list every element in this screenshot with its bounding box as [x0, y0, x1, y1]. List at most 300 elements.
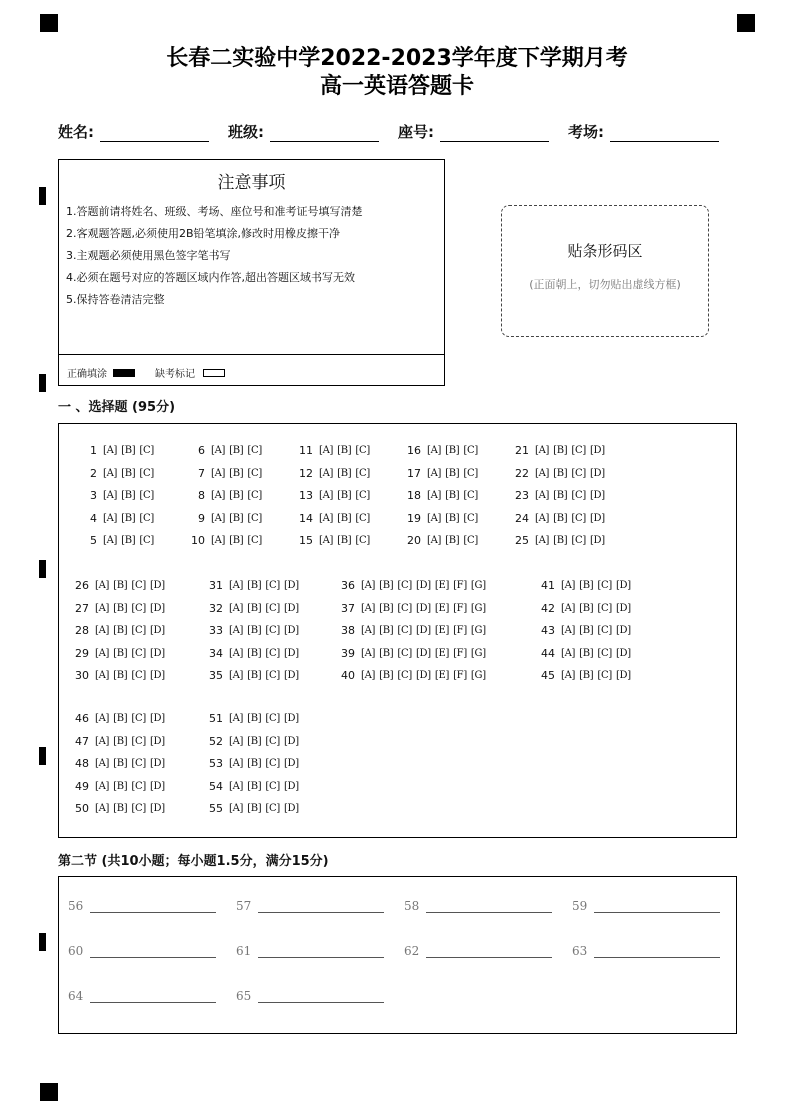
question-17	[403, 467, 482, 480]
answer-bubble-31-D[interactable]: [D]	[283, 580, 299, 591]
answer-line[interactable]	[258, 991, 384, 1003]
answer-bubble-37-G[interactable]: [G]	[470, 602, 486, 614]
answer-bubble-33-D[interactable]: [D]	[283, 625, 299, 636]
question-34	[205, 647, 303, 660]
answer-bubble-32-D[interactable]: [D]	[283, 602, 299, 614]
answer-bubble-38-G[interactable]: [G]	[470, 625, 486, 636]
question-36	[337, 579, 490, 592]
question-29	[71, 647, 169, 660]
answer-bubble-51-D[interactable]: [D]	[283, 713, 299, 724]
question-number: 41	[541, 579, 555, 592]
answer-bubble-8-B[interactable]: [B]	[229, 490, 244, 501]
answer-line[interactable]	[90, 946, 216, 958]
answer-bubble-53-C[interactable]: [C]	[265, 758, 280, 769]
question-9	[187, 512, 266, 525]
class-field[interactable]	[228, 120, 379, 142]
question-15	[295, 534, 374, 547]
answer-bubble-52-C[interactable]: [C]	[265, 735, 280, 747]
answer-bubble-37-C[interactable]: [C]	[397, 602, 412, 614]
answer-bubble-51-A[interactable]: [A]	[229, 713, 244, 724]
answer-bubble-18-C[interactable]: [C]	[463, 490, 478, 501]
answer-bubble-27-A[interactable]: [A]	[95, 602, 110, 614]
answer-bubble-38-B[interactable]: [B]	[379, 625, 394, 636]
question-14	[295, 512, 374, 525]
answer-bubble-47-C[interactable]: [C]	[131, 735, 146, 747]
answer-line[interactable]	[594, 901, 720, 913]
answer-bubble-33-B[interactable]: [B]	[247, 625, 262, 636]
answer-bubble-11-B[interactable]: [B]	[337, 445, 352, 456]
answer-bubble-31-A[interactable]: [A]	[229, 580, 244, 591]
question-55	[205, 802, 303, 815]
answer-bubble-33-C[interactable]: [C]	[265, 625, 280, 636]
answer-bubble-7-A[interactable]: [A]	[211, 467, 226, 479]
name-field[interactable]	[58, 120, 209, 142]
answer-bubble-40-G[interactable]: [G]	[470, 670, 486, 681]
answer-bubble-48-D[interactable]: [D]	[149, 758, 165, 769]
answer-bubble-39-G[interactable]: [G]	[470, 647, 486, 659]
answer-bubble-43-B[interactable]: [B]	[579, 625, 594, 636]
answer-bubble-17-B[interactable]: [B]	[445, 467, 460, 479]
answer-bubble-17-C[interactable]: [C]	[463, 467, 478, 479]
answer-bubble-21-A[interactable]: [A]	[535, 445, 550, 456]
answer-bubble-53-B[interactable]: [B]	[247, 758, 262, 769]
answer-bubble-48-B[interactable]: [B]	[113, 758, 128, 769]
answer-bubble-23-A[interactable]: [A]	[535, 490, 550, 501]
answer-bubble-24-A[interactable]: [A]	[535, 512, 550, 524]
answer-bubble-29-C[interactable]: [C]	[131, 647, 146, 659]
answer-bubble-21-C[interactable]: [C]	[571, 445, 586, 456]
answer-bubble-6-B[interactable]: [B]	[229, 445, 244, 456]
answer-bubble-27-B[interactable]: [B]	[113, 602, 128, 614]
answer-bubble-51-B[interactable]: [B]	[247, 713, 262, 724]
answer-bubble-1-B[interactable]: [B]	[121, 445, 136, 456]
answer-bubble-33-A[interactable]: [A]	[229, 625, 244, 636]
answer-bubble-25-B[interactable]: [B]	[553, 535, 568, 546]
answer-bubble-38-A[interactable]: [A]	[361, 625, 376, 636]
answer-line[interactable]	[594, 946, 720, 958]
answer-bubble-17-A[interactable]: [A]	[427, 467, 442, 479]
answer-bubble-52-B[interactable]: [B]	[247, 735, 262, 747]
answer-bubble-25-A[interactable]: [A]	[535, 535, 550, 546]
answer-bubble-54-A[interactable]: [A]	[229, 780, 244, 792]
answer-bubble-49-D[interactable]: [D]	[149, 780, 165, 792]
answer-bubble-4-B[interactable]: [B]	[121, 512, 136, 524]
answer-bubble-22-B[interactable]: [B]	[553, 467, 568, 479]
answer-bubble-8-C[interactable]: [C]	[247, 490, 262, 501]
question-45	[537, 669, 635, 682]
answer-bubble-26-C[interactable]: [C]	[131, 580, 146, 591]
answer-bubble-26-A[interactable]: [A]	[95, 580, 110, 591]
notice-list	[66, 204, 363, 314]
answer-bubble-21-B[interactable]: [B]	[553, 445, 568, 456]
question-44	[537, 647, 635, 660]
answer-bubble-16-C[interactable]: [C]	[463, 445, 478, 456]
answer-bubble-55-C[interactable]: [C]	[265, 803, 280, 814]
class-input-line[interactable]	[270, 120, 379, 142]
answer-bubble-20-B[interactable]: [B]	[445, 535, 460, 546]
answer-bubble-38-D[interactable]: [D]	[415, 625, 431, 636]
barcode-instruction: (正面朝上，切勿贴出虚线方框)	[529, 278, 681, 291]
answer-bubble-43-A[interactable]: [A]	[561, 625, 576, 636]
answer-bubble-52-D[interactable]: [D]	[283, 735, 299, 747]
answer-bubble-37-A[interactable]: [A]	[361, 602, 376, 614]
answer-bubble-19-C[interactable]: [C]	[463, 512, 478, 524]
question-50	[71, 802, 169, 815]
answer-bubble-37-F[interactable]: [F]	[453, 602, 467, 614]
answer-bubble-32-A[interactable]: [A]	[229, 602, 244, 614]
answer-bubble-34-D[interactable]: [D]	[283, 647, 299, 659]
question-number: 19	[407, 511, 421, 525]
question-number: 51	[209, 712, 223, 725]
answer-bubble-34-B[interactable]: [B]	[247, 647, 262, 659]
answer-bubble-38-E[interactable]: [E]	[434, 625, 450, 636]
notice-title: 注意事项	[217, 173, 286, 193]
answer-bubble-10-B[interactable]: [B]	[229, 535, 244, 546]
answer-bubble-21-D[interactable]: [D]	[589, 445, 605, 456]
answer-bubble-29-A[interactable]: [A]	[95, 647, 110, 659]
answer-bubble-4-A[interactable]: [A]	[103, 512, 118, 524]
question-number: 28	[75, 624, 89, 637]
question-number: 5	[90, 534, 97, 547]
blank-56[interactable]	[68, 899, 216, 913]
exam-room-input-line[interactable]	[610, 120, 719, 142]
answer-bubble-52-A[interactable]: [A]	[229, 735, 244, 747]
answer-bubble-12-B[interactable]: [B]	[337, 467, 352, 479]
answer-bubble-41-B[interactable]: [B]	[579, 580, 594, 591]
answer-bubble-37-E[interactable]: [E]	[434, 602, 450, 614]
answer-bubble-49-B[interactable]: [B]	[113, 780, 128, 792]
answer-bubble-43-C[interactable]: [C]	[597, 625, 612, 636]
answer-bubble-28-D[interactable]: [D]	[149, 625, 165, 636]
question-18	[403, 489, 482, 502]
answer-bubble-28-B[interactable]: [B]	[113, 625, 128, 636]
answer-bubble-36-F[interactable]: [F]	[453, 580, 467, 591]
answer-bubble-40-D[interactable]: [D]	[415, 670, 431, 681]
answer-bubble-12-A[interactable]: [A]	[319, 467, 334, 479]
answer-bubble-7-C[interactable]: [C]	[247, 467, 262, 479]
answer-bubble-6-C[interactable]: [C]	[247, 445, 262, 456]
answer-bubble-10-C[interactable]: [C]	[247, 535, 262, 546]
answer-bubble-19-A[interactable]: [A]	[427, 512, 442, 524]
seat-field[interactable]	[398, 120, 549, 142]
answer-bubble-11-A[interactable]: [A]	[319, 445, 334, 456]
answer-bubble-44-B[interactable]: [B]	[579, 647, 594, 659]
answer-bubble-36-G[interactable]: [G]	[470, 580, 486, 591]
side-mark	[39, 560, 46, 578]
answer-bubble-16-A[interactable]: [A]	[427, 445, 442, 456]
answer-bubble-39-E[interactable]: [E]	[434, 647, 450, 659]
answer-bubble-23-C[interactable]: [C]	[571, 490, 586, 501]
answer-bubble-6-A[interactable]: [A]	[211, 445, 226, 456]
answer-bubble-9-A[interactable]: [A]	[211, 512, 226, 524]
question-53	[205, 757, 303, 770]
answer-line[interactable]	[426, 901, 552, 913]
answer-bubble-23-D[interactable]: [D]	[589, 490, 605, 501]
answer-bubble-29-B[interactable]: [B]	[113, 647, 128, 659]
answer-bubble-16-B[interactable]: [B]	[445, 445, 460, 456]
question-38	[337, 624, 490, 637]
answer-bubble-14-A[interactable]: [A]	[319, 512, 334, 524]
answer-bubble-50-A[interactable]: [A]	[95, 803, 110, 814]
blank-number: 56	[68, 899, 84, 913]
answer-bubble-9-B[interactable]: [B]	[229, 512, 244, 524]
answer-bubble-13-C[interactable]: [C]	[355, 490, 370, 501]
question-number: 34	[209, 646, 223, 660]
answer-line[interactable]	[90, 901, 216, 913]
question-26	[71, 579, 169, 592]
answer-bubble-31-C[interactable]: [C]	[265, 580, 280, 591]
question-47	[71, 735, 169, 748]
answer-bubble-42-C[interactable]: [C]	[597, 602, 612, 614]
answer-bubble-20-C[interactable]: [C]	[463, 535, 478, 546]
answer-bubble-25-C[interactable]: [C]	[571, 535, 586, 546]
section1-label: 一 、选择题 (95分)	[58, 400, 176, 415]
answer-bubble-18-B[interactable]: [B]	[445, 490, 460, 501]
answer-bubble-8-A[interactable]: [A]	[211, 490, 226, 501]
answer-bubble-55-A[interactable]: [A]	[229, 803, 244, 814]
answer-bubble-18-A[interactable]: [A]	[427, 490, 442, 501]
answer-bubble-3-A[interactable]: [A]	[103, 490, 118, 501]
answer-bubble-41-A[interactable]: [A]	[561, 580, 576, 591]
answer-bubble-44-C[interactable]: [C]	[597, 647, 612, 659]
question-number: 27	[75, 601, 89, 615]
answer-bubble-40-E[interactable]: [E]	[434, 670, 450, 681]
answer-bubble-24-D[interactable]: [D]	[589, 512, 605, 524]
name-label: 姓名:	[58, 123, 94, 141]
correct-fill-swatch	[113, 369, 135, 377]
answer-bubble-41-D[interactable]: [D]	[615, 580, 631, 591]
answer-bubble-22-C[interactable]: [C]	[571, 467, 586, 479]
name-input-line[interactable]	[100, 120, 209, 142]
answer-bubble-13-B[interactable]: [B]	[337, 490, 352, 501]
answer-bubble-37-D[interactable]: [D]	[415, 602, 431, 614]
question-27	[71, 602, 169, 615]
answer-bubble-2-B[interactable]: [B]	[121, 467, 136, 479]
answer-bubble-5-A[interactable]: [A]	[103, 535, 118, 546]
answer-bubble-12-C[interactable]: [C]	[355, 467, 370, 479]
answer-bubble-43-D[interactable]: [D]	[615, 625, 631, 636]
side-mark	[39, 187, 46, 205]
answer-bubble-28-C[interactable]: [C]	[131, 625, 146, 636]
answer-bubble-10-A[interactable]: [A]	[211, 535, 226, 546]
answer-bubble-45-C[interactable]: [C]	[597, 670, 612, 681]
answer-bubble-15-A[interactable]: [A]	[319, 535, 334, 546]
answer-bubble-53-A[interactable]: [A]	[229, 758, 244, 769]
answer-bubble-22-A[interactable]: [A]	[535, 467, 550, 479]
answer-bubble-40-A[interactable]: [A]	[361, 670, 376, 681]
answer-bubble-24-C[interactable]: [C]	[571, 512, 586, 524]
question-number: 18	[407, 489, 421, 502]
answer-bubble-53-D[interactable]: [D]	[283, 758, 299, 769]
answer-bubble-22-D[interactable]: [D]	[589, 467, 605, 479]
answer-bubble-50-D[interactable]: [D]	[149, 803, 165, 814]
blank-59[interactable]	[572, 899, 720, 913]
answer-bubble-30-D[interactable]: [D]	[149, 670, 165, 681]
blank-58[interactable]	[404, 899, 552, 913]
answer-bubble-35-C[interactable]: [C]	[265, 670, 280, 681]
answer-bubble-38-C[interactable]: [C]	[397, 625, 412, 636]
answer-bubble-54-D[interactable]: [D]	[283, 780, 299, 792]
question-39	[337, 647, 490, 660]
answer-bubble-29-D[interactable]: [D]	[149, 647, 165, 659]
absent-mark-box[interactable]	[203, 369, 225, 377]
answer-bubble-40-F[interactable]: [F]	[453, 670, 467, 681]
answer-bubble-39-D[interactable]: [D]	[415, 647, 431, 659]
answer-bubble-46-D[interactable]: [D]	[149, 713, 165, 724]
answer-bubble-46-A[interactable]: [A]	[95, 713, 110, 724]
answer-bubble-30-A[interactable]: [A]	[95, 670, 110, 681]
answer-bubble-28-A[interactable]: [A]	[95, 625, 110, 636]
question-5	[79, 534, 158, 547]
answer-bubble-39-C[interactable]: [C]	[397, 647, 412, 659]
answer-bubble-36-E[interactable]: [E]	[434, 580, 450, 591]
answer-bubble-54-C[interactable]: [C]	[265, 780, 280, 792]
question-number: 31	[209, 579, 223, 592]
answer-bubble-35-A[interactable]: [A]	[229, 670, 244, 681]
answer-bubble-2-C[interactable]: [C]	[139, 467, 154, 479]
answer-bubble-5-B[interactable]: [B]	[121, 535, 136, 546]
answer-bubble-14-C[interactable]: [C]	[355, 512, 370, 524]
answer-bubble-38-F[interactable]: [F]	[453, 625, 467, 636]
answer-bubble-2-A[interactable]: [A]	[103, 467, 118, 479]
answer-bubble-39-A[interactable]: [A]	[361, 647, 376, 659]
seat-input-line[interactable]	[440, 120, 549, 142]
blank-number: 57	[236, 899, 252, 913]
section2-label: 第二节 (共10小题；每小题1.5分，满分15分)	[58, 854, 329, 869]
answer-bubble-34-A[interactable]: [A]	[229, 647, 244, 659]
notice-divider	[59, 354, 444, 355]
answer-bubble-31-B[interactable]: [B]	[247, 580, 262, 591]
answer-bubble-45-B[interactable]: [B]	[579, 670, 594, 681]
answer-bubble-55-B[interactable]: [B]	[247, 803, 262, 814]
answer-bubble-42-D[interactable]: [D]	[615, 602, 631, 614]
answer-bubble-14-B[interactable]: [B]	[337, 512, 352, 524]
answer-bubble-7-B[interactable]: [B]	[229, 467, 244, 479]
exam-room-field[interactable]	[568, 120, 719, 142]
answer-bubble-3-C[interactable]: [C]	[139, 490, 154, 501]
question-46	[71, 712, 169, 725]
answer-bubble-44-A[interactable]: [A]	[561, 647, 576, 659]
question-number: 26	[75, 579, 89, 592]
answer-bubble-30-C[interactable]: [C]	[131, 670, 146, 681]
answer-bubble-15-B[interactable]: [B]	[337, 535, 352, 546]
blank-61[interactable]	[236, 944, 384, 958]
answer-bubble-32-B[interactable]: [B]	[247, 602, 262, 614]
question-number: 49	[75, 779, 89, 793]
answer-bubble-47-A[interactable]: [A]	[95, 735, 110, 747]
answer-bubble-1-C[interactable]: [C]	[139, 445, 154, 456]
answer-bubble-50-B[interactable]: [B]	[113, 803, 128, 814]
answer-bubble-25-D[interactable]: [D]	[589, 535, 605, 546]
blank-65[interactable]	[236, 989, 384, 1003]
answer-bubble-40-B[interactable]: [B]	[379, 670, 394, 681]
answer-bubble-32-C[interactable]: [C]	[265, 602, 280, 614]
answer-bubble-39-B[interactable]: [B]	[379, 647, 394, 659]
barcode-title: 贴条形码区	[567, 242, 643, 260]
answer-bubble-45-A[interactable]: [A]	[561, 670, 576, 681]
answer-bubble-45-D[interactable]: [D]	[615, 670, 631, 681]
answer-bubble-13-A[interactable]: [A]	[319, 490, 334, 501]
answer-bubble-42-B[interactable]: [B]	[579, 602, 594, 614]
answer-bubble-1-A[interactable]: [A]	[103, 445, 118, 456]
answer-bubble-51-C[interactable]: [C]	[265, 713, 280, 724]
answer-bubble-27-D[interactable]: [D]	[149, 602, 165, 614]
answer-line[interactable]	[258, 946, 384, 958]
answer-bubble-44-D[interactable]: [D]	[615, 647, 631, 659]
answer-bubble-20-A[interactable]: [A]	[427, 535, 442, 546]
answer-bubble-34-C[interactable]: [C]	[265, 647, 280, 659]
answer-bubble-5-C[interactable]: [C]	[139, 535, 154, 546]
answer-bubble-27-C[interactable]: [C]	[131, 602, 146, 614]
answer-bubble-48-C[interactable]: [C]	[131, 758, 146, 769]
answer-bubble-37-B[interactable]: [B]	[379, 602, 394, 614]
blank-63[interactable]	[572, 944, 720, 958]
blank-62[interactable]	[404, 944, 552, 958]
answer-bubble-9-C[interactable]: [C]	[247, 512, 262, 524]
question-number: 11	[299, 444, 313, 457]
answer-bubble-35-B[interactable]: [B]	[247, 670, 262, 681]
answer-bubble-11-C[interactable]: [C]	[355, 445, 370, 456]
answer-bubble-3-B[interactable]: [B]	[121, 490, 136, 501]
question-number: 32	[209, 601, 223, 615]
answer-bubble-39-F[interactable]: [F]	[453, 647, 467, 659]
answer-bubble-47-B[interactable]: [B]	[113, 735, 128, 747]
answer-bubble-26-D[interactable]: [D]	[149, 580, 165, 591]
answer-bubble-54-B[interactable]: [B]	[247, 780, 262, 792]
correct-fill-label: 正确填涂	[67, 369, 107, 380]
blank-57[interactable]	[236, 899, 384, 913]
answer-bubble-36-D[interactable]: [D]	[415, 580, 431, 591]
answer-bubble-36-C[interactable]: [C]	[397, 580, 412, 591]
question-number: 55	[209, 802, 223, 815]
question-24	[511, 512, 609, 525]
answer-bubble-26-B[interactable]: [B]	[113, 580, 128, 591]
answer-bubble-24-B[interactable]: [B]	[553, 512, 568, 524]
answer-bubble-47-D[interactable]: [D]	[149, 735, 165, 747]
answer-bubble-46-B[interactable]: [B]	[113, 713, 128, 724]
answer-bubble-19-B[interactable]: [B]	[445, 512, 460, 524]
class-label: 班级:	[228, 123, 264, 141]
answer-line[interactable]	[258, 901, 384, 913]
answer-bubble-35-D[interactable]: [D]	[283, 670, 299, 681]
answer-bubble-36-A[interactable]: [A]	[361, 580, 376, 591]
answer-line[interactable]	[90, 991, 216, 1003]
question-number: 40	[341, 669, 355, 682]
answer-bubble-30-B[interactable]: [B]	[113, 670, 128, 681]
answer-bubble-23-B[interactable]: [B]	[553, 490, 568, 501]
answer-bubble-4-C[interactable]: [C]	[139, 512, 154, 524]
answer-bubble-41-C[interactable]: [C]	[597, 580, 612, 591]
question-19	[403, 512, 482, 525]
blank-60[interactable]	[68, 944, 216, 958]
answer-bubble-49-A[interactable]: [A]	[95, 780, 110, 792]
answer-bubble-42-A[interactable]: [A]	[561, 602, 576, 614]
answer-bubble-46-C[interactable]: [C]	[131, 713, 146, 724]
seat-label: 座号:	[398, 123, 434, 141]
answer-bubble-48-A[interactable]: [A]	[95, 758, 110, 769]
answer-bubble-55-D[interactable]: [D]	[283, 803, 299, 814]
answer-bubble-15-C[interactable]: [C]	[355, 535, 370, 546]
answer-bubble-36-B[interactable]: [B]	[379, 580, 394, 591]
side-mark	[39, 933, 46, 951]
answer-bubble-49-C[interactable]: [C]	[131, 780, 146, 792]
answer-bubble-40-C[interactable]: [C]	[397, 670, 412, 681]
answer-bubble-50-C[interactable]: [C]	[131, 803, 146, 814]
blank-64[interactable]	[68, 989, 216, 1003]
answer-line[interactable]	[426, 946, 552, 958]
question-number: 8	[198, 489, 205, 502]
blank-number: 61	[236, 944, 252, 958]
